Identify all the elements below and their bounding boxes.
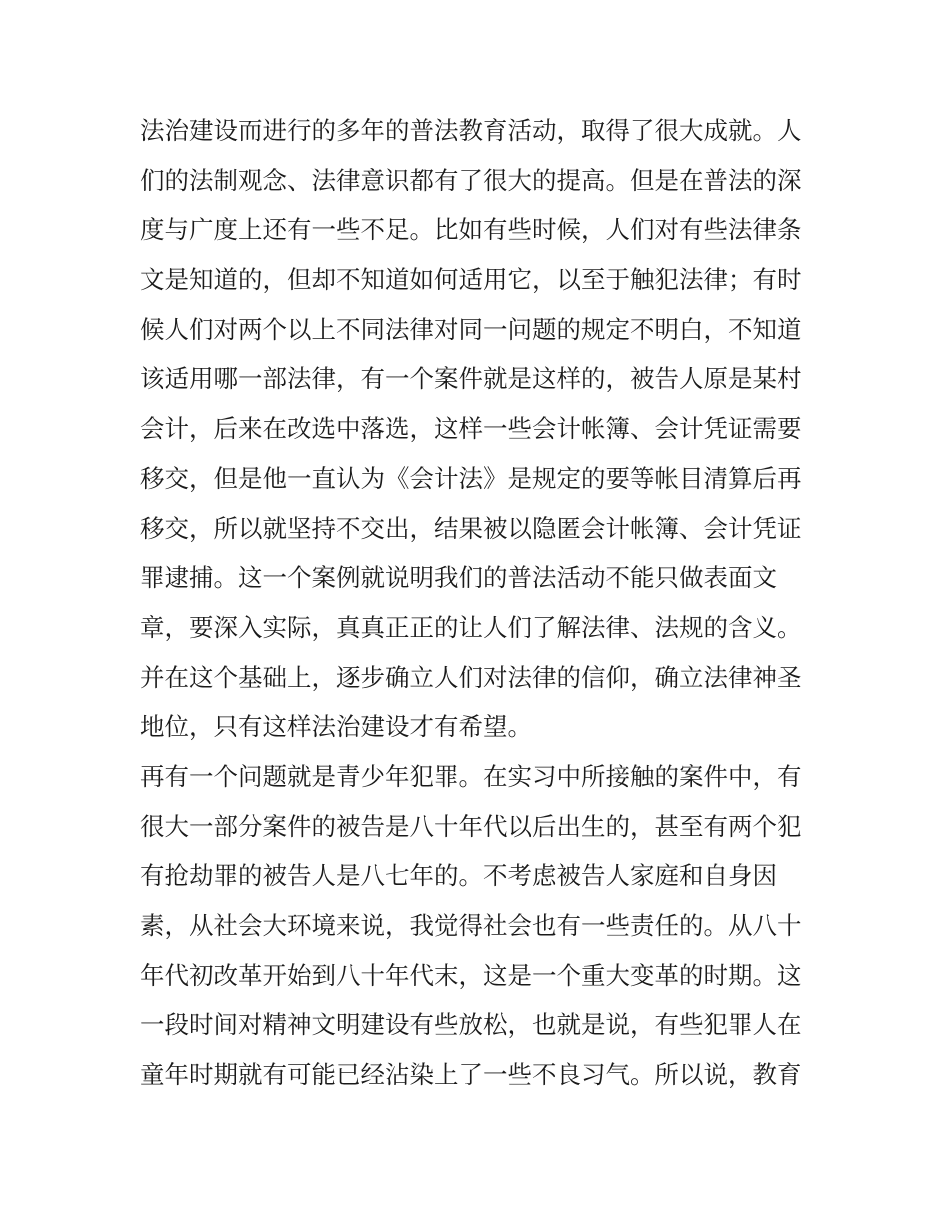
text-line: 们的法制观念、法律意识都有了很大的提高。但是在普法的深 xyxy=(140,165,802,195)
text-line: 童年时期就有可能已经沾染上了一些不良习气。所以说，教育 xyxy=(140,1060,802,1090)
text-line: 有抢劫罪的被告人是八七年的。不考虑被告人家庭和自身因 xyxy=(140,861,777,891)
text-line: 年代初改革开始到八十年代末，这是一个重大变革的时期。这 xyxy=(140,960,802,990)
text-line: 候人们对两个以上不同法律对同一问题的规定不明白，不知道 xyxy=(140,314,802,344)
text-line: 并在这个基础上，逐步确立人们对法律的信仰，确立法律神圣 xyxy=(140,662,802,692)
text-line: 地位，只有这样法治建设才有希望。 xyxy=(140,712,532,742)
text-line: 该适用哪一部法律，有一个案件就是这样的，被告人原是某村 xyxy=(140,364,802,394)
text-line: 度与广度上还有一些不足。比如有些时候，人们对有些法律条 xyxy=(140,215,802,245)
text-line: 章，要深入实际，真真正正的让人们了解法律、法规的含义。 xyxy=(140,612,802,642)
text-line: 罪逮捕。这一个案例就说明我们的普法活动不能只做表面文 xyxy=(140,563,777,593)
text-line: 再有一个问题就是青少年犯罪。在实习中所接触的案件中，有 xyxy=(140,761,802,791)
text-line: 素，从社会大环境来说，我觉得社会也有一些责任的。从八十 xyxy=(140,911,802,940)
text-line: 会计，后来在改选中落选，这样一些会计帐簿、会计凭证需要 xyxy=(140,414,802,444)
text-line: 一段时间对精神文明建设有些放松，也就是说，有些犯罪人在 xyxy=(140,1010,802,1040)
body-text xyxy=(140,106,820,1100)
text-line: 文是知道的，但却不知道如何适用它，以至于触犯法律；有时 xyxy=(140,265,802,295)
text-line: 很大一部分案件的被告是八十年代以后出生的，甚至有两个犯 xyxy=(140,811,802,841)
text-line: 移交，但是他一直认为《会计法》是规定的要等帐目清算后再 xyxy=(140,463,802,493)
text-line: 法治建设而进行的多年的普法教育活动，取得了很大成就。人 xyxy=(140,116,802,145)
text-line: 移交，所以就坚持不交出，结果被以隐匿会计帐簿、会计凭证 xyxy=(140,513,802,543)
